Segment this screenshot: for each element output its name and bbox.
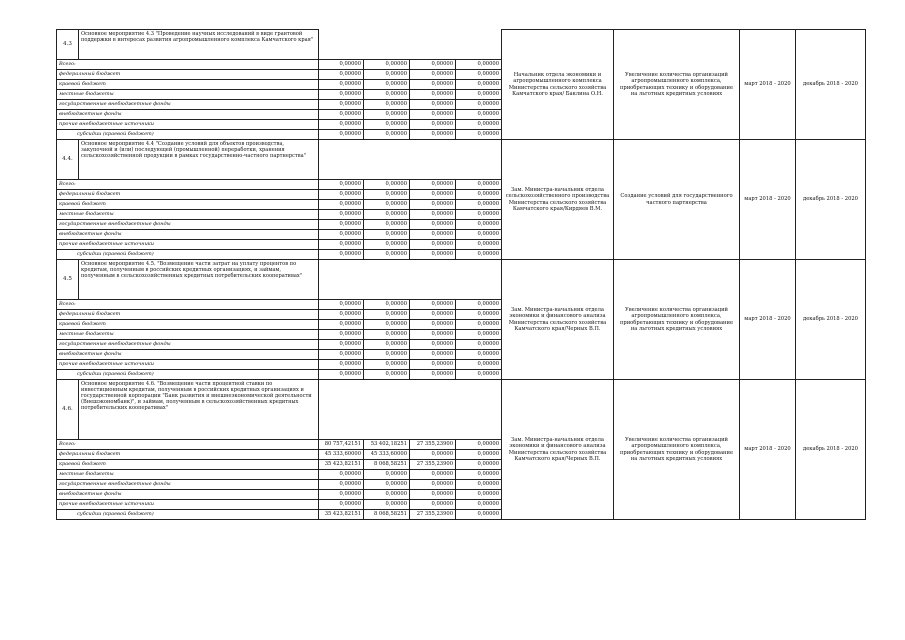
funding-value-v1: 0,00000: [319, 490, 364, 500]
funding-value-v3: 27 355,23900: [410, 460, 456, 470]
funding-value-v3: 0,00000: [410, 320, 456, 330]
funding-value-v4: 0,00000: [456, 250, 502, 260]
funding-value-v3: 27 355,23900: [410, 440, 456, 450]
funding-source-label: государственные внебюджетные фонды: [57, 100, 319, 110]
funding-value-v1: 0,00000: [319, 130, 364, 140]
funding-source-label: Всего:: [57, 440, 319, 450]
funding-value-v1: 0,00000: [319, 330, 364, 340]
funding-value-v2: 8 068,58251: [364, 510, 410, 520]
funding-value-v3: 0,00000: [410, 190, 456, 200]
funding-source-label: краевой бюджет: [57, 200, 319, 210]
funding-value-v2: 0,00000: [364, 480, 410, 490]
funding-source-label: внебюджетные фонды: [57, 490, 319, 500]
funding-value-v1: 0,00000: [319, 340, 364, 350]
funding-value-v1: 0,00000: [319, 60, 364, 70]
funding-value-v3: 0,00000: [410, 250, 456, 260]
funding-value-v3: 0,00000: [410, 470, 456, 480]
empty-cell: [364, 30, 410, 60]
empty-cell: [410, 380, 456, 440]
funding-value-v3: 0,00000: [410, 360, 456, 370]
funding-value-v3: 0,00000: [410, 490, 456, 500]
responsible-person: Зам. Министра-начальник отдела экономики и финансового анализа Министерства сельского хозяйства Камчатского края/Черных В.П.: [502, 380, 614, 520]
funding-value-v1: 0,00000: [319, 110, 364, 120]
funding-value-v3: 0,00000: [410, 80, 456, 90]
funding-value-v1: 0,00000: [319, 470, 364, 480]
funding-source-label: местные бюджеты: [57, 470, 319, 480]
empty-cell: [410, 260, 456, 300]
funding-value-v1: 0,00000: [319, 210, 364, 220]
funding-value-v4: 0,00000: [456, 310, 502, 320]
funding-value-v2: 0,00000: [364, 80, 410, 90]
funding-value-v4: 0,00000: [456, 220, 502, 230]
funding-value-v1: 35 423,82151: [319, 460, 364, 470]
funding-value-v3: 0,00000: [410, 200, 456, 210]
funding-value-v4: 0,00000: [456, 200, 502, 210]
end-date: декабрь 2018 - 2020: [796, 380, 866, 520]
funding-value-v2: 0,00000: [364, 470, 410, 480]
measure-title: Основное мероприятие 4.6. "Возмещение части процентной ставки по инвестиционным кредитам, полученным в российских кредитных организациях и государственной корпорации "Банк развития и внешнеэкономической деятельности (Внешэкономбанк)", и займам, полученным в сельскохозяйственных кредитных потребительских кооперативах": [79, 380, 319, 440]
funding-source-label: государственные внебюджетные фонды: [57, 340, 319, 350]
funding-value-v3: 0,00000: [410, 370, 456, 380]
expected-result: Создание условий для государственного частного партнерства: [614, 140, 740, 260]
funding-value-v3: 0,00000: [410, 240, 456, 250]
funding-value-v2: 0,00000: [364, 100, 410, 110]
funding-value-v4: 0,00000: [456, 100, 502, 110]
empty-cell: [456, 140, 502, 180]
empty-cell: [456, 380, 502, 440]
empty-cell: [364, 380, 410, 440]
funding-value-v3: 0,00000: [410, 90, 456, 100]
funding-value-v2: 45 333,60000: [364, 450, 410, 460]
funding-value-v3: 0,00000: [410, 180, 456, 190]
funding-source-label: федеральный бюджет: [57, 70, 319, 80]
funding-value-v1: 0,00000: [319, 230, 364, 240]
measure-number: 4.5: [57, 260, 79, 300]
funding-value-v1: 80 757,42151: [319, 440, 364, 450]
funding-value-v2: 0,00000: [364, 330, 410, 340]
block-title-row: [57, 30, 866, 40]
funding-value-v2: 0,00000: [364, 130, 410, 140]
funding-value-v2: 0,00000: [364, 190, 410, 200]
funding-value-v3: 0,00000: [410, 120, 456, 130]
funding-value-v4: 0,00000: [456, 470, 502, 480]
funding-value-v1: 0,00000: [319, 200, 364, 210]
expected-result: Увеличение количества организаций агропромышленного комплекса, приобретающих технику и оборудование на льготных кредитных условиях: [614, 30, 740, 140]
funding-source-label: внебюджетные фонды: [57, 110, 319, 120]
funding-value-v4: 0,00000: [456, 480, 502, 490]
funding-value-v4: 0,00000: [456, 180, 502, 190]
funding-value-v3: 0,00000: [410, 330, 456, 340]
start-date: март 2018 - 2020: [740, 30, 796, 140]
funding-document: [56, 29, 865, 520]
funding-source-label: субсидии (краевой бюджет): [57, 370, 319, 380]
empty-cell: [319, 30, 364, 60]
funding-source-label: Всего:: [57, 300, 319, 310]
funding-value-v2: 0,00000: [364, 350, 410, 360]
funding-value-v4: 0,00000: [456, 500, 502, 510]
funding-value-v4: 0,00000: [456, 240, 502, 250]
funding-value-v2: 0,00000: [364, 110, 410, 120]
funding-source-label: прочие внебюджетные источники: [57, 360, 319, 370]
funding-source-label: прочие внебюджетные источники: [57, 500, 319, 510]
funding-value-v2: 0,00000: [364, 210, 410, 220]
block-title-row: [57, 140, 866, 150]
funding-value-v1: 0,00000: [319, 320, 364, 330]
funding-value-v3: 0,00000: [410, 350, 456, 360]
funding-source-label: местные бюджеты: [57, 330, 319, 340]
funding-source-label: прочие внебюджетные источники: [57, 240, 319, 250]
start-date: март 2018 - 2020: [740, 380, 796, 520]
funding-source-label: федеральный бюджет: [57, 310, 319, 320]
funding-value-v1: 0,00000: [319, 480, 364, 490]
funding-value-v4: 0,00000: [456, 60, 502, 70]
empty-cell: [319, 380, 364, 440]
end-date: декабрь 2018 - 2020: [796, 140, 866, 260]
funding-value-v1: 35 423,82151: [319, 510, 364, 520]
funding-value-v3: 0,00000: [410, 340, 456, 350]
empty-cell: [410, 30, 456, 60]
funding-value-v1: 0,00000: [319, 240, 364, 250]
funding-value-v4: 0,00000: [456, 460, 502, 470]
funding-value-v3: 27 355,23900: [410, 510, 456, 520]
funding-source-label: краевой бюджет: [57, 320, 319, 330]
funding-source-label: внебюджетные фонды: [57, 350, 319, 360]
expected-result: Увеличение количества организаций агропромышленного комплекса, приобретающих технику и оборудование на льготных кредитных условиях: [614, 380, 740, 520]
funding-source-label: Всего:: [57, 180, 319, 190]
funding-value-v2: 0,00000: [364, 250, 410, 260]
end-date: декабрь 2018 - 2020: [796, 260, 866, 380]
funding-value-v1: 0,00000: [319, 300, 364, 310]
funding-value-v3: 0,00000: [410, 300, 456, 310]
funding-value-v2: 0,00000: [364, 120, 410, 130]
empty-cell: [456, 30, 502, 60]
funding-value-v2: 0,00000: [364, 340, 410, 350]
measure-title: Основное мероприятие 4.3 "Проведение научных исследований в виде грантовой поддержки в интересах развития агропромышленного комплекса Камчатского края": [79, 30, 319, 60]
funding-source-label: внебюджетные фонды: [57, 230, 319, 240]
funding-table: [56, 29, 866, 520]
funding-value-v4: 0,00000: [456, 350, 502, 360]
funding-value-v1: 0,00000: [319, 100, 364, 110]
funding-value-v2: 53 402,18251: [364, 440, 410, 450]
funding-value-v2: 0,00000: [364, 230, 410, 240]
funding-value-v1: 0,00000: [319, 360, 364, 370]
funding-value-v1: 0,00000: [319, 80, 364, 90]
funding-value-v2: 0,00000: [364, 500, 410, 510]
funding-value-v4: 0,00000: [456, 490, 502, 500]
funding-value-v2: 0,00000: [364, 370, 410, 380]
responsible-person: Начальник отдела экономики и агропромышленного комплекса Министерства сельского хозяйства Камчатского края/ Баклина О.Н.: [502, 30, 614, 140]
funding-value-v4: 0,00000: [456, 230, 502, 240]
empty-cell: [319, 260, 364, 300]
funding-value-v1: 0,00000: [319, 120, 364, 130]
start-date: март 2018 - 2020: [740, 260, 796, 380]
funding-value-v2: 0,00000: [364, 360, 410, 370]
funding-source-label: субсидии (краевой бюджет): [57, 510, 319, 520]
funding-value-v4: 0,00000: [456, 120, 502, 130]
funding-value-v3: 0,00000: [410, 500, 456, 510]
funding-value-v4: 0,00000: [456, 130, 502, 140]
funding-value-v4: 0,00000: [456, 370, 502, 380]
empty-cell: [410, 140, 456, 180]
funding-source-label: Всего:: [57, 60, 319, 70]
measure-number: 4.6.: [57, 380, 79, 440]
funding-value-v3: 0,00000: [410, 110, 456, 120]
funding-value-v4: 0,00000: [456, 80, 502, 90]
funding-value-v1: 0,00000: [319, 250, 364, 260]
funding-value-v4: 0,00000: [456, 330, 502, 340]
funding-value-v2: 0,00000: [364, 300, 410, 310]
funding-source-label: субсидии (краевой бюджет): [57, 130, 319, 140]
funding-value-v3: 0,00000: [410, 70, 456, 80]
funding-value-v3: 0,00000: [410, 130, 456, 140]
funding-value-v1: 0,00000: [319, 90, 364, 100]
start-date: март 2018 - 2020: [740, 140, 796, 260]
funding-value-v2: 0,00000: [364, 320, 410, 330]
empty-cell: [319, 140, 364, 180]
block-title-row: [57, 260, 866, 270]
funding-source-label: местные бюджеты: [57, 210, 319, 220]
funding-source-label: федеральный бюджет: [57, 450, 319, 460]
funding-value-v2: 0,00000: [364, 70, 410, 80]
funding-value-v2: 0,00000: [364, 200, 410, 210]
funding-value-v4: 0,00000: [456, 210, 502, 220]
funding-value-v3: 0,00000: [410, 210, 456, 220]
funding-value-v4: 0,00000: [456, 300, 502, 310]
end-date: декабрь 2018 - 2020: [796, 30, 866, 140]
funding-value-v3: 0,00000: [410, 220, 456, 230]
funding-value-v3: 0,00000: [410, 230, 456, 240]
funding-value-v1: 0,00000: [319, 190, 364, 200]
funding-value-v4: 0,00000: [456, 340, 502, 350]
funding-value-v1: 0,00000: [319, 500, 364, 510]
funding-value-v4: 0,00000: [456, 70, 502, 80]
funding-source-label: субсидии (краевой бюджет): [57, 250, 319, 260]
funding-source-label: государственные внебюджетные фонды: [57, 220, 319, 230]
measure-number: 4.4.: [57, 140, 79, 180]
funding-value-v4: 0,00000: [456, 110, 502, 120]
funding-source-label: федеральный бюджет: [57, 190, 319, 200]
funding-value-v3: 0,00000: [410, 100, 456, 110]
funding-value-v1: 0,00000: [319, 220, 364, 230]
funding-value-v4: 0,00000: [456, 320, 502, 330]
funding-value-v1: 0,00000: [319, 180, 364, 190]
funding-source-label: краевой бюджет: [57, 80, 319, 90]
funding-source-label: прочие внебюджетные источники: [57, 120, 319, 130]
funding-value-v4: 0,00000: [456, 90, 502, 100]
funding-value-v4: 0,00000: [456, 450, 502, 460]
funding-value-v4: 0,00000: [456, 440, 502, 450]
expected-result: Увеличение количества организаций агропромышленного комплекса, приобретающих технику и оборудование на льготных кредитных условиях: [614, 260, 740, 380]
funding-value-v1: 45 333,60000: [319, 450, 364, 460]
responsible-person: Зам. Министра-начальник отдела сельскохозяйственного производства Министерства сельского хозяйства Камчатского края/Кирдяев В.М.: [502, 140, 614, 260]
funding-source-label: краевой бюджет: [57, 460, 319, 470]
empty-cell: [456, 260, 502, 300]
funding-value-v2: 0,00000: [364, 220, 410, 230]
funding-value-v3: 0,00000: [410, 310, 456, 320]
measure-title: Основное мероприятие 4.4 "Создание условий для объектов производства, закупочной и (или) последующей (промышленной) переработки, хранения сельскохозяйственной продукции в рамках государственно-частного партнерства": [79, 140, 319, 180]
funding-value-v1: 0,00000: [319, 70, 364, 80]
funding-value-v3: 0,00000: [410, 60, 456, 70]
funding-value-v4: 0,00000: [456, 510, 502, 520]
funding-value-v2: 0,00000: [364, 310, 410, 320]
funding-value-v3: 0,00000: [410, 480, 456, 490]
funding-value-v2: 0,00000: [364, 60, 410, 70]
responsible-person: Зам. Министра-начальник отдела экономики и финансового анализа Министерства сельского хозяйства Камчатского края/Черных В.П.: [502, 260, 614, 380]
funding-value-v1: 0,00000: [319, 350, 364, 360]
empty-cell: [364, 140, 410, 180]
measure-number: 4.3: [57, 30, 79, 60]
funding-value-v2: 8 068,58251: [364, 460, 410, 470]
funding-value-v2: 0,00000: [364, 90, 410, 100]
funding-value-v2: 0,00000: [364, 490, 410, 500]
funding-value-v1: 0,00000: [319, 310, 364, 320]
funding-value-v4: 0,00000: [456, 360, 502, 370]
funding-value-v2: 0,00000: [364, 180, 410, 190]
funding-source-label: государственные внебюджетные фонды: [57, 480, 319, 490]
funding-value-v3: 0,00000: [410, 450, 456, 460]
measure-title: Основное мероприятие 4.5. "Возмещение части затрат на уплату процентов по кредитам, полученным в российских кредитных организациях, и займам, полученным в сельскохозяйственных кредитных потребительских кооперативах": [79, 260, 319, 300]
funding-value-v1: 0,00000: [319, 370, 364, 380]
block-title-row: [57, 380, 866, 390]
funding-value-v2: 0,00000: [364, 240, 410, 250]
funding-value-v4: 0,00000: [456, 190, 502, 200]
funding-source-label: местные бюджеты: [57, 90, 319, 100]
empty-cell: [364, 260, 410, 300]
